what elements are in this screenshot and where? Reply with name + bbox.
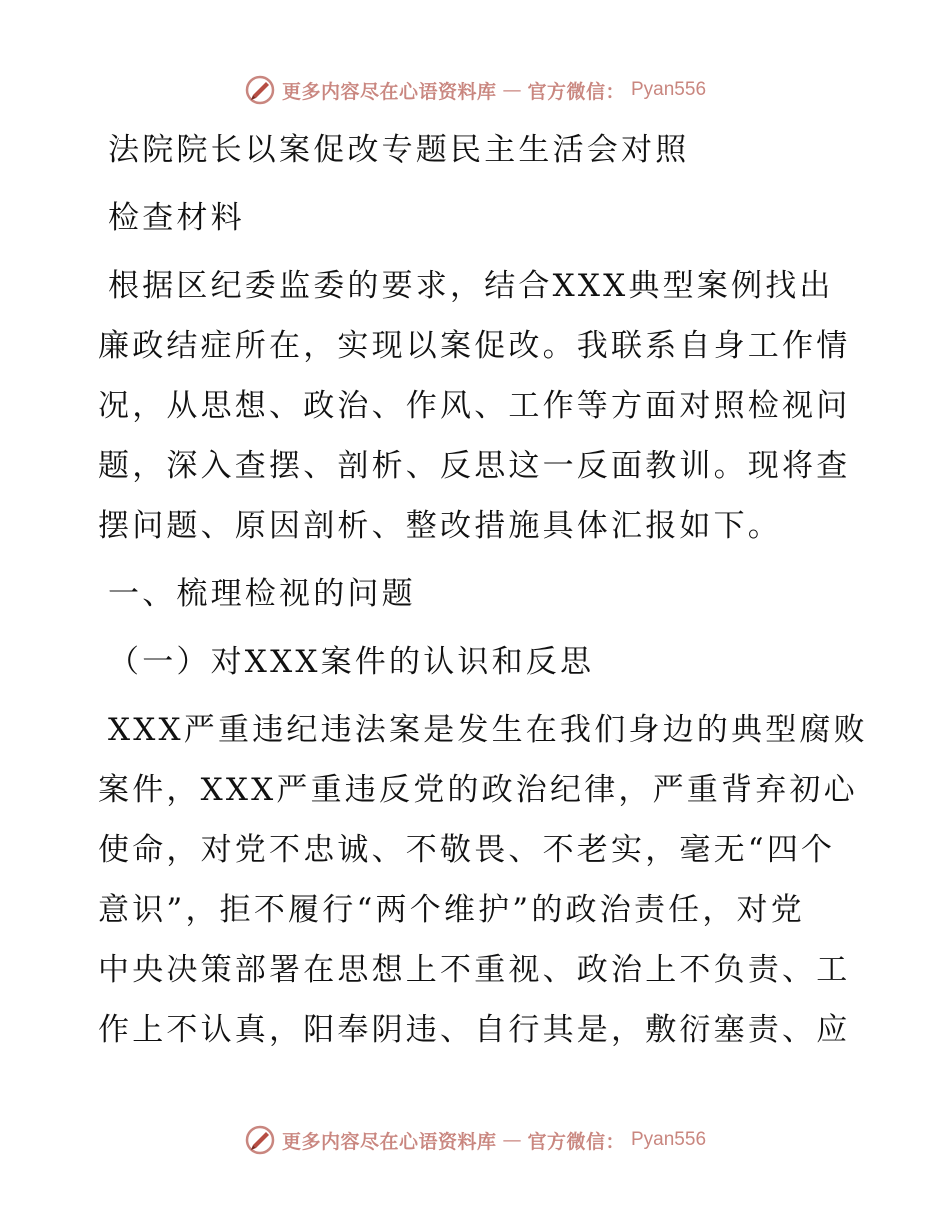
paragraph-line: 案件，XXX严重违反党的政治纪律，严重背弃初心: [98, 772, 858, 808]
watermark-dash: —: [502, 1129, 522, 1151]
footer-watermark: [0, 1120, 950, 1160]
paragraph-line: 意识”，拒不履行“两个维护”的政治责任，对党: [98, 892, 805, 928]
watermark-text: 更多内容尽在心语资料库: [281, 80, 497, 103]
logo-icon: [244, 74, 276, 106]
watermark-label: 官方微信：: [527, 80, 625, 103]
paragraph-line: 作上不认真，阳奉阴违、自行其是，敷衍塞责、应: [98, 1012, 851, 1048]
header-watermark: [0, 70, 950, 110]
doc-title-line-1: 法院院长以案促改专题民主生活会对照: [108, 132, 690, 168]
paragraph-line: 根据区纪委监委的要求，结合XXX典型案例找出: [108, 268, 834, 304]
watermark-text: 更多内容尽在心语资料库: [281, 1130, 497, 1153]
paragraph-line: 使命，对党不忠诚、不敬畏、不老实，毫无“四个: [98, 832, 836, 868]
paragraph-line: 题，深入查摆、剖析、反思这一反面教训。现将查: [98, 448, 851, 484]
paragraph-line: XXX严重违纪违法案是发生在我们身边的典型腐败: [108, 712, 868, 748]
section-heading-2: （一）对XXX案件的认识和反思: [108, 644, 595, 680]
watermark-id: Pyan556: [631, 79, 707, 100]
watermark-label: 官方微信：: [527, 1130, 625, 1153]
paragraph-line: 摆问题、原因剖析、整改措施具体汇报如下。: [98, 508, 782, 544]
doc-title-line-2: 检查材料: [108, 200, 245, 236]
paragraph-line: 中央决策部署在思想上不重视、政治上不负责、工: [98, 952, 851, 988]
document-body: [98, 120, 868, 1060]
section-heading-1: 一、梳理检视的问题: [108, 576, 416, 612]
paragraph-intro: [98, 256, 858, 556]
watermark-dash: —: [502, 79, 522, 101]
paragraph-line: 廉政结症所在，实现以案促改。我联系自身工作情: [98, 328, 851, 364]
paragraph-line: 况，从思想、政治、作风、工作等方面对照检视问: [98, 388, 851, 424]
watermark-id: Pyan556: [631, 1129, 707, 1150]
paragraph-case: [98, 700, 868, 1060]
logo-icon: [244, 1124, 276, 1156]
